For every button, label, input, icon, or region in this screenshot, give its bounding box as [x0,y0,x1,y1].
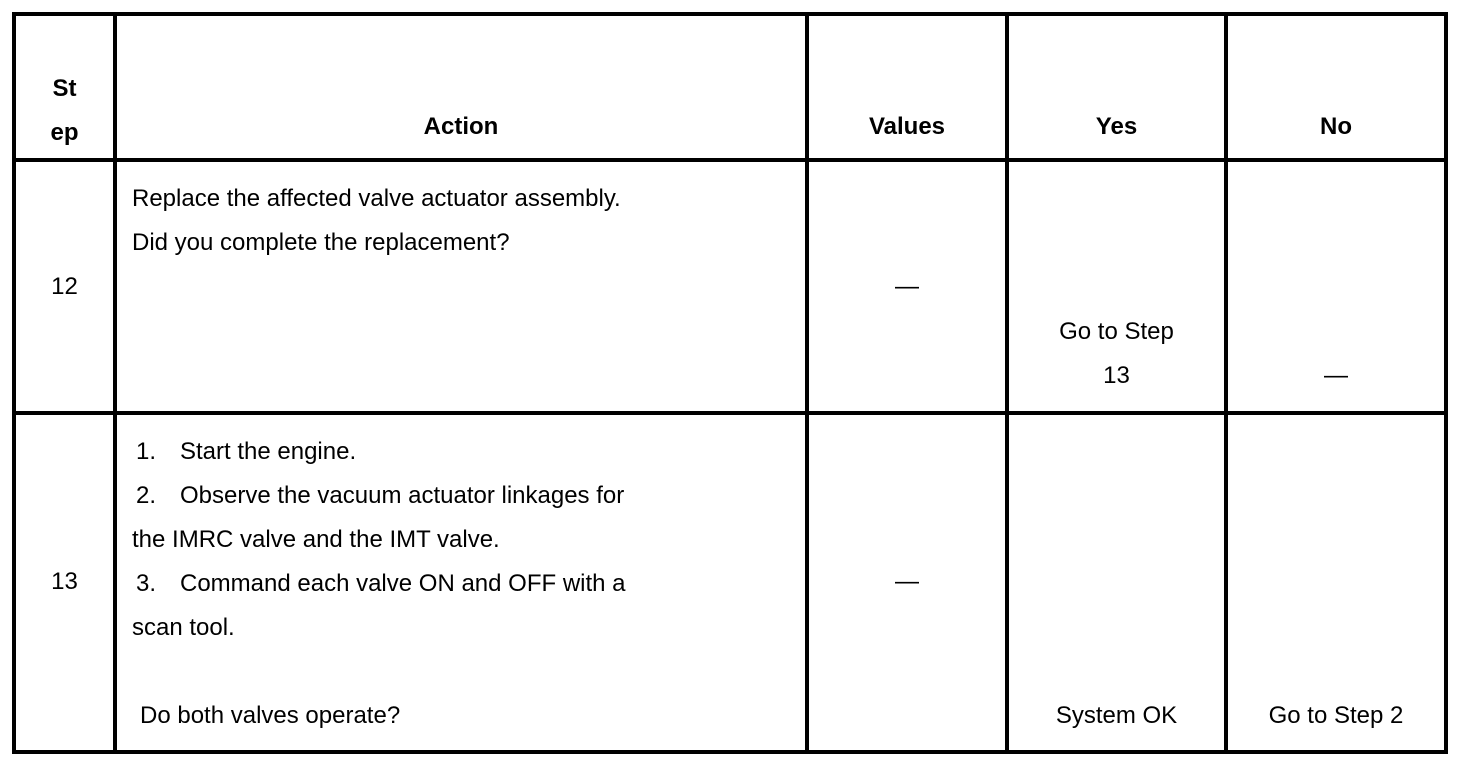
step-number: 2. [136,482,157,509]
header-no: No [1320,113,1352,140]
header-step-line1: St [52,75,77,102]
action-step-item [132,562,626,606]
table-border-right [1444,12,1448,754]
step-text: Observe the vacuum actuator linkages for [180,482,625,509]
row12-action [132,177,621,265]
step-number: 3. [136,570,157,597]
step-text: Start the engine. [180,438,357,465]
row12-yes-line1: Go to Step [1059,318,1174,345]
row13-yes: System OK [1055,702,1178,729]
row13-action [132,430,626,650]
header-step [16,67,113,155]
action-step-item [132,474,626,518]
action-line: Did you complete the replacement? [132,229,510,256]
header-row-divider [12,158,1448,162]
table-border-bottom [12,750,1448,754]
action-step-continuation: scan tool. [132,614,235,641]
action-step-item [132,430,626,474]
row12-yes-line2: 13 [1103,362,1130,389]
row13-question: Do both valves operate? [140,702,401,729]
header-values: Values [868,113,946,140]
header-step-line2: ep [50,119,79,146]
action-step-continuation: the IMRC valve and the IMT valve. [132,526,500,553]
row13-values: — [895,568,919,595]
row12-yes [1009,310,1224,398]
step-text: Command each valve ON and OFF with a [180,570,626,597]
step-number: 1. [136,438,157,465]
row12-values: — [895,273,919,300]
row12-step: 12 [51,273,78,300]
action-line: Replace the affected valve actuator assembly. [132,185,621,212]
row13-step: 13 [51,568,78,595]
header-yes: Yes [1095,113,1138,140]
diagnostic-table [12,12,1448,754]
row13-no: Go to Step 2 [1268,702,1404,729]
row-divider [12,411,1448,415]
header-action: Action [423,113,499,140]
row12-no: — [1324,362,1348,389]
table-border-top [12,12,1448,16]
